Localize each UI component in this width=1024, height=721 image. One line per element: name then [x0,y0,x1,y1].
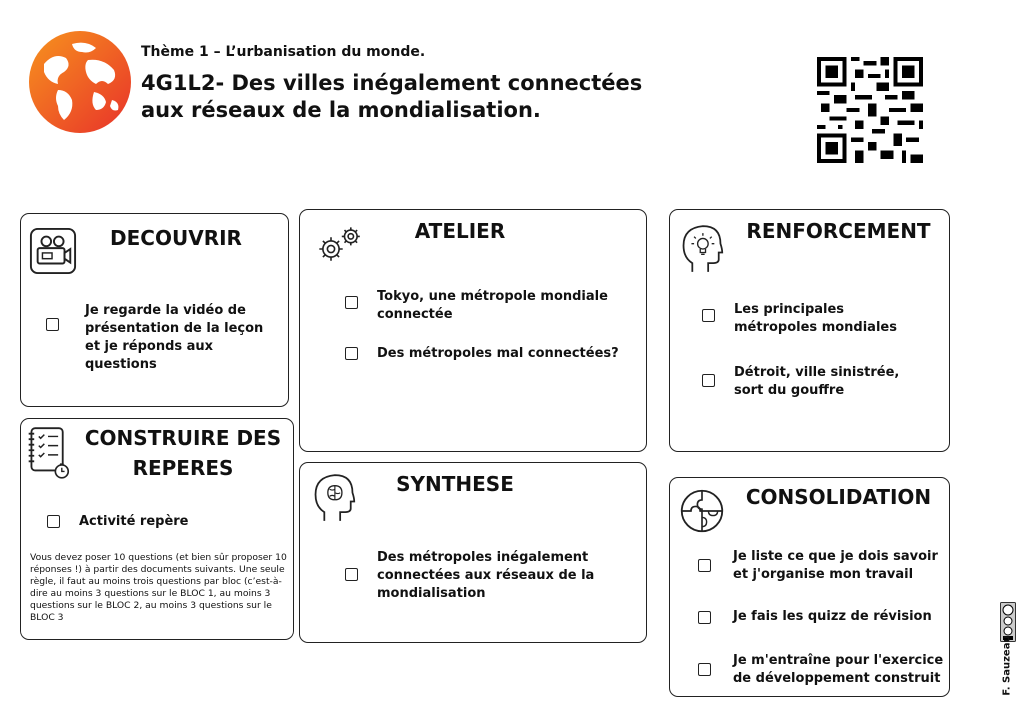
checkbox[interactable] [702,374,715,387]
card-title: RENFORCEMENT [746,219,931,243]
task-item [698,652,948,688]
author-credit [999,602,1017,702]
checkbox[interactable] [47,515,60,528]
card-renforcement [669,209,950,452]
qr-code-icon[interactable] [817,57,923,163]
card-title [78,423,288,483]
card-decouvrir [20,213,289,407]
card-construire-reperes [20,418,294,640]
task-item [345,549,635,603]
task-label: Activité repère [79,514,189,529]
task-item [702,301,942,337]
page-title [141,70,661,124]
checkbox[interactable] [46,318,59,331]
notebook-checklist-icon [25,425,71,481]
card-title-line-2: REPERES [132,456,234,480]
task-label: Je m'entraîne pour l'exercice de développement construit [733,653,944,686]
head-lightbulb-icon [680,222,724,276]
gears-icon [313,222,367,267]
card-title-line-1: CONSTRUIRE DES [84,426,282,450]
task-label: Les principales métropoles mondiales [734,302,897,335]
card-title: SYNTHESE [396,472,514,496]
task-label: Des métropoles inégalement connectées aux réseaux de la mondialisation [377,550,595,601]
card-synthese [299,462,647,643]
theme-label: Thème 1 – L’urbanisation du monde. [141,44,426,60]
task-item [345,288,635,324]
video-camera-icon [29,227,77,275]
head-brain-icon [312,471,356,525]
author-name: F. Sauzeau [1001,635,1013,696]
task-item [702,364,942,400]
task-label: Des métropoles mal connectées? [377,346,619,361]
task-label: Détroit, ville sinistrée, sort du gouffre [734,365,900,398]
checkbox[interactable] [345,568,358,581]
puzzle-icon [679,488,725,534]
instructions-text: Vous devez poser 10 questions (et bien sûr proposer 10 réponses !) à partir des documents suivants. Une seule règle, il faut au moins trois questions par bloc (c’est-à-dire au moins 3 questions sur le BLOC 1, au moins 3 questions sur le BLOC 2, au moins 3 questions sur le BLOC 3 [30,552,287,623]
page-title-line-1: 4G1L2- Des villes inégalement connectées [141,71,643,95]
checkbox[interactable] [345,347,358,360]
task-label: Je liste ce que je dois savoir et j'organise mon travail [733,549,938,582]
checkbox[interactable] [698,611,711,624]
task-item [46,302,286,374]
card-consolidation [669,477,950,697]
task-label: Je fais les quizz de révision [733,609,932,624]
globe-icon [28,30,132,134]
checkbox[interactable] [702,309,715,322]
card-atelier [299,209,647,452]
page-title-line-2: aux réseaux de la mondialisation. [141,98,541,122]
checkbox[interactable] [698,559,711,572]
card-title: CONSOLIDATION [745,485,932,509]
checkbox[interactable] [345,296,358,309]
task-label: Tokyo, une métropole mondiale connectée [377,289,608,322]
checkbox[interactable] [698,663,711,676]
task-item [698,608,948,626]
task-item [345,345,635,363]
card-title: DECOUVRIR [110,226,242,250]
task-item [698,548,948,584]
card-title: ATELIER [414,219,506,243]
task-label: Je regarde la vidéo de présentation de la leçon et je réponds aux questions [85,303,264,372]
task-item [47,513,287,531]
